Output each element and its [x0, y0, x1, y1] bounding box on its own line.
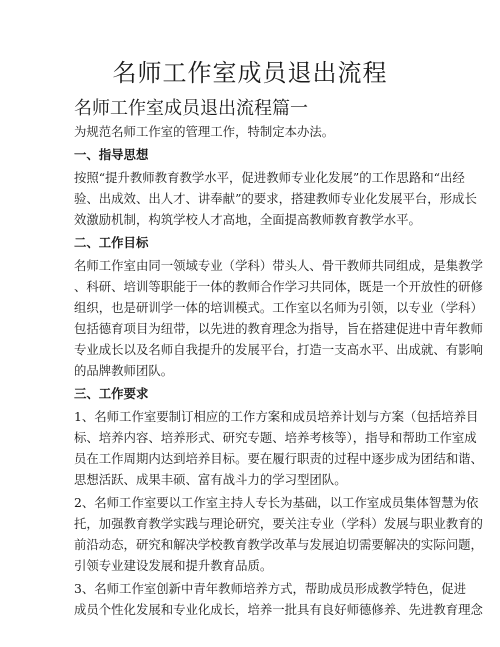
paragraph-line: 效激励机制，构筑学校人才高地，全面提高教师教育教学水平。 [74, 212, 421, 227]
paragraph-line: 前沿动态，研究和解决学校教育教学改革与发展迫切需要解决的实际问题， [74, 537, 483, 552]
paragraph-line: 托，加强教育教学实践与理论研究，要关注专业（学科）发展与职业教育的 [74, 516, 483, 531]
intro-paragraph: 为规范名师工作室的管理工作，特制定本办法。 [74, 124, 335, 139]
paragraph-line: 按照“提升教师教育教学水平，促进教师专业化发展”的工作思路和“出经 [74, 170, 465, 185]
section-title: 名师工作室成员退出流程篇一 [74, 98, 308, 119]
document-title: 名师工作室成员退出流程 [112, 59, 388, 87]
paragraph-line: 名师工作室由同一领域专业（学科）带头人、骨干教师共同组成，是集教学 [74, 258, 483, 273]
paragraph-line: 组织，也是研训学一体的培训模式。工作室以名师为引领，以专业（学科） [74, 300, 483, 315]
paragraph-line: 思想活跃、成果丰硕、富有战斗力的学习型团队。 [74, 472, 347, 487]
paragraph-line: 3、名师工作室创新中青年教师培养方式，帮助成员形成教学特色，促进 [74, 581, 466, 596]
paragraph-line: 的品牌教师团队。 [74, 363, 174, 378]
paragraph-line: 引领专业建设发展和提升教育品质。 [74, 558, 273, 573]
paragraph-line: 、科研、培训等职能于一体的教师合作学习共同体，既是一个开放性的研修 [74, 279, 483, 294]
paragraph-line: 员在工作周期内达到培养目标。要在履行职责的过程中逐步成为团结和谐、 [74, 451, 483, 466]
paragraph-line: 2、名师工作室要以工作室主持人专长为基础，以工作室成员集体智慧为依 [74, 495, 479, 510]
paragraph-line: 包括德育项目为纽带，以先进的教育理念为指导，旨在搭建促进中青年教师 [74, 321, 483, 336]
heading-guiding-thought: 一、指导思想 [74, 147, 149, 162]
paragraph-line: 成员个性化发展和专业化成长，培养一批具有良好师德修养、先进教育理念 [74, 602, 483, 617]
paragraph-line: 1、名师工作室要制订相应的工作方案和成员培养计划与方案（包括培养目 [74, 409, 479, 424]
paragraph-line: 验、出成效、出人才、讲奉献”的要求，搭建教师专业化发展平台，形成长 [74, 191, 477, 206]
paragraph-line: 专业成长以及名师自我提升的发展平台，打造一支高水平、出成就、有影响 [74, 342, 483, 357]
heading-work-goals: 二、工作目标 [74, 235, 149, 250]
paragraph-line: 标、培养内容、培养形式、研究专题、培养考核等），指导和帮助工作室成 [74, 430, 477, 445]
heading-work-requirements: 三、工作要求 [74, 386, 149, 401]
